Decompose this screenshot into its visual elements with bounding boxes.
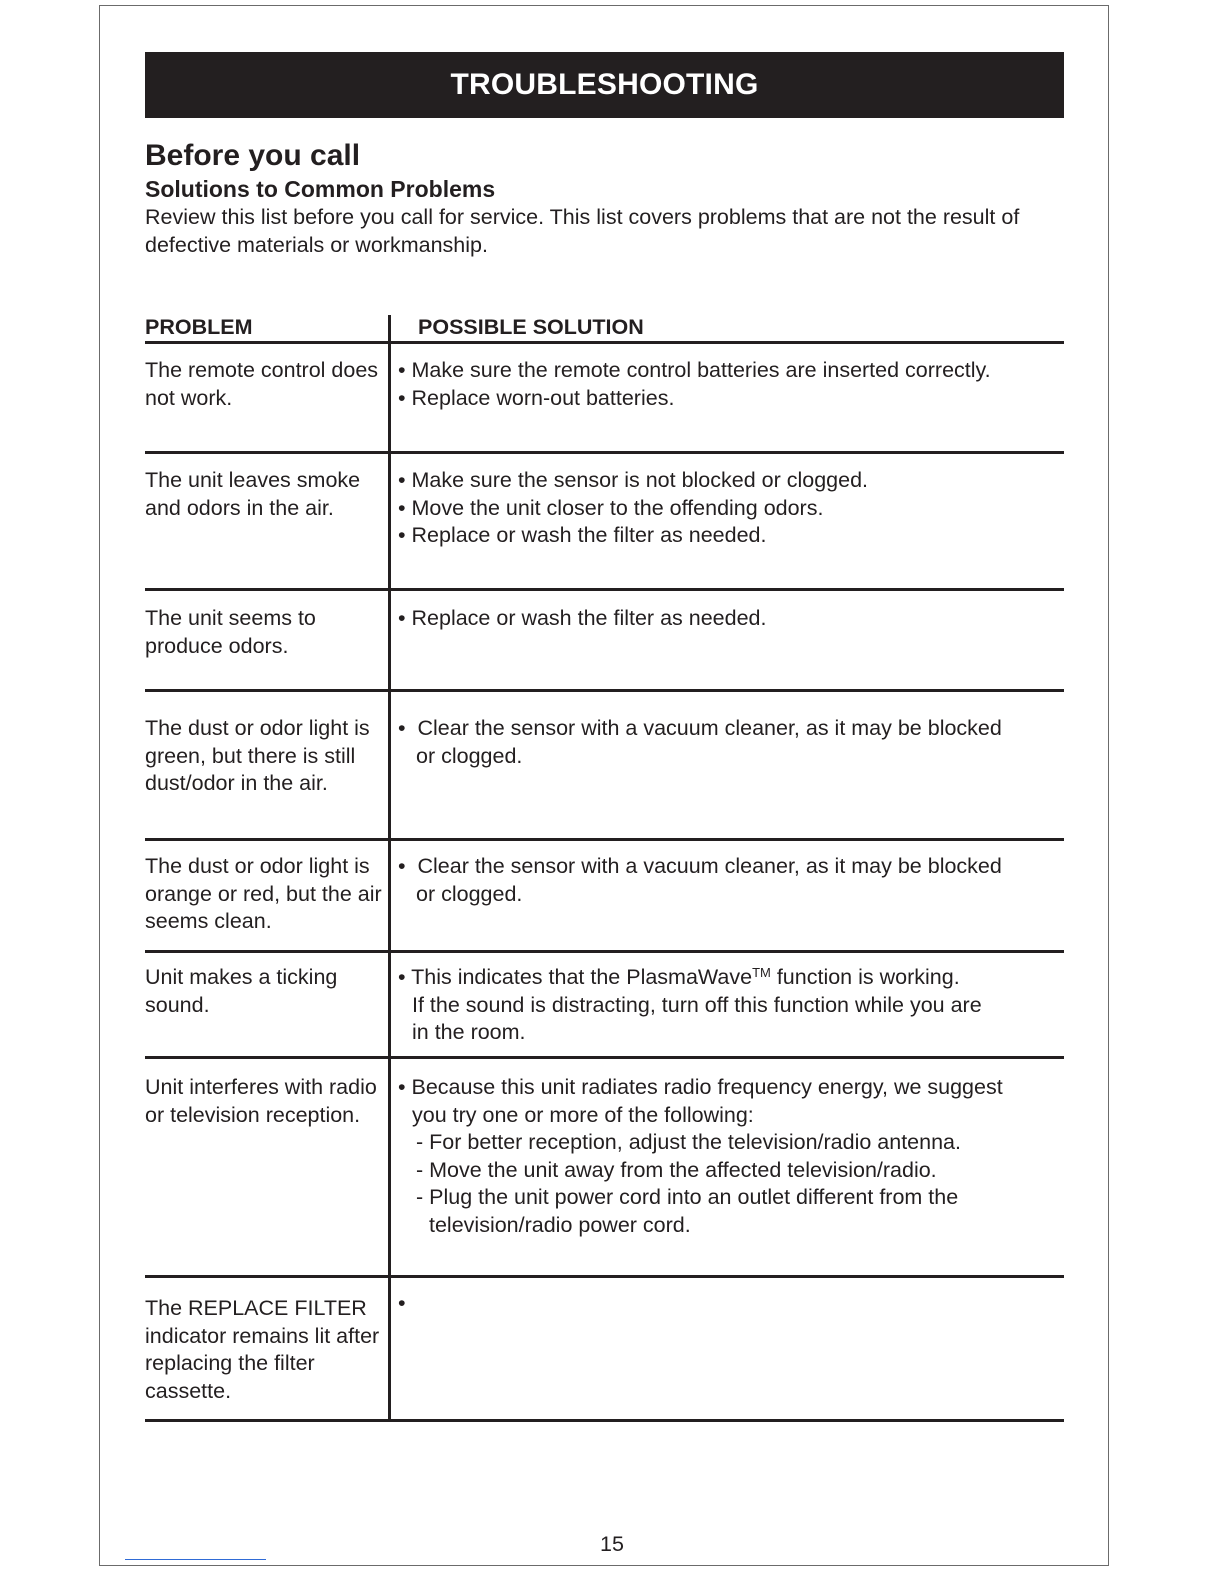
table-bottom-rule (145, 1419, 1064, 1422)
solution-line: • Clear the sensor with a vacuum cleaner, as it may be blocked (398, 716, 1002, 740)
row-divider (145, 838, 1064, 841)
solution-ticking-sound (398, 964, 1064, 1047)
solution-line: in the room. (412, 1020, 526, 1045)
solution-line: or clogged. (416, 881, 523, 906)
solution-smoke-odors (398, 467, 1064, 550)
solution-line: - For better reception, adjust the television/radio antenna. (416, 1130, 961, 1155)
row-divider (145, 1056, 1064, 1059)
solution-line: • Make sure the sensor is not blocked or clogged. (398, 468, 869, 492)
table-column-divider (388, 315, 391, 1421)
solution-line: If the sound is distracting, turn off this function while you are (412, 992, 982, 1017)
solution-radio-tv-interference (398, 1074, 1064, 1240)
solution-line: you try one or more of the following: (412, 1102, 754, 1127)
solution-text: function is working. (770, 965, 960, 989)
section-header-bar (145, 52, 1064, 118)
solution-line: • Replace or wash the filter as needed. (398, 523, 767, 548)
page-number: 15 (600, 1532, 624, 1556)
problem-smoke-odors: The unit leaves smoke and odors in the air. (145, 468, 361, 520)
solution-replace-filter-indicator (398, 1290, 1064, 1318)
solution-line: - Move the unit away from the affected television/radio. (416, 1157, 937, 1182)
page-subheading: Solutions to Common Problems (145, 176, 496, 202)
problem-produces-odors: The unit seems to produce odors. (145, 606, 316, 658)
column-header-problem: PROBLEM (145, 315, 253, 339)
solution-line: • Because this unit radiates radio frequency energy, we suggest (398, 1075, 1003, 1099)
solution-light-green (398, 715, 1064, 770)
solution-line: - Plug the unit power cord into an outlet different from the (416, 1185, 959, 1210)
problem-remote-control: The remote control does not work. (145, 358, 379, 410)
intro-paragraph: Review this list before you call for service. This list covers problems that are not the result of defective materials or workmanship. (145, 205, 1020, 257)
column-header-solution: POSSIBLE SOLUTION (418, 315, 644, 339)
row-divider (145, 588, 1064, 591)
row-divider (145, 950, 1064, 953)
trademark-mark: TM (752, 965, 771, 980)
row-divider (145, 689, 1064, 692)
solution-line: • Move the unit closer to the offending odors. (398, 495, 824, 520)
solution-line: or clogged. (416, 743, 523, 768)
section-title: TROUBLESHOOTING (450, 68, 759, 101)
problem-light-green: The dust or odor light is green, but there is still dust/odor in the air. (145, 716, 370, 796)
problem-light-orange-red: The dust or odor light is orange or red, but the air seems clean. (145, 854, 382, 934)
problem-replace-filter-indicator: The REPLACE FILTER indicator remains lit after replacing the filter cassette. (145, 1296, 380, 1403)
solution-line: television/radio power cord. (429, 1212, 691, 1237)
solution-produces-odors (398, 605, 1064, 633)
page-heading: Before you call (145, 139, 361, 172)
solution-light-orange-red (398, 853, 1064, 908)
solution-line: • Replace or wash the filter as needed. (398, 606, 767, 630)
solution-line (398, 964, 1064, 992)
solution-line: • Replace worn-out batteries. (398, 385, 675, 410)
solution-line: • (398, 1291, 406, 1315)
solution-text: • This indicates that the PlasmaWave (398, 965, 753, 989)
row-divider (145, 451, 1064, 454)
solution-line: • Clear the sensor with a vacuum cleaner, as it may be blocked (398, 854, 1002, 878)
problem-radio-tv-interference: Unit interferes with radio or television reception. (145, 1075, 377, 1127)
table-header-rule (145, 341, 1064, 344)
solution-line: • Make sure the remote control batteries are inserted correctly. (398, 358, 991, 382)
problem-ticking-sound: Unit makes a ticking sound. (145, 965, 338, 1017)
row-divider (145, 1275, 1064, 1278)
corner-link-underline (125, 1559, 266, 1560)
solution-remote-control (398, 357, 1064, 412)
